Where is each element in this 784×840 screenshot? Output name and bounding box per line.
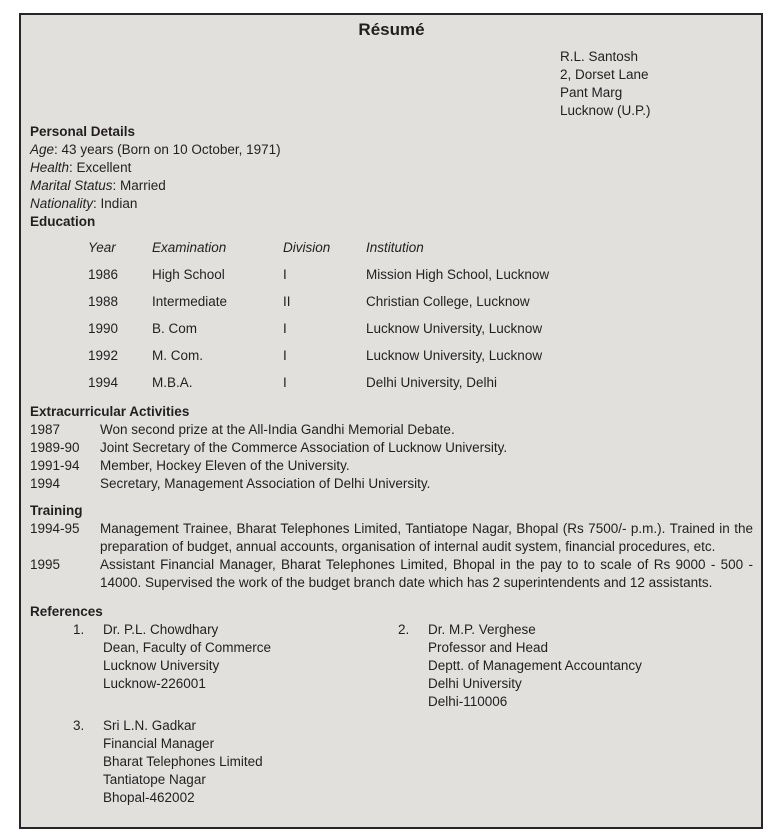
item-year: 1994-95 <box>30 521 80 536</box>
detail-separator: : <box>112 178 121 193</box>
item-text: Won second prize at the All-India Gandhi Memorial Debate. <box>100 422 455 437</box>
training-heading: Training <box>30 503 83 518</box>
item-year: 1989-90 <box>30 440 80 455</box>
table-row <box>88 347 753 374</box>
cell-division: I <box>283 321 287 336</box>
cell-division: I <box>283 375 287 390</box>
education-table <box>88 239 753 401</box>
references-heading: References <box>30 604 103 619</box>
address-line: R.L. Santosh <box>560 49 639 64</box>
column-header-year: Year <box>88 240 116 255</box>
cell-year: 1988 <box>88 294 119 309</box>
reference-line: Deptt. of Management Accountancy <box>428 658 642 673</box>
reference-line: Financial Manager <box>103 736 215 751</box>
cell-year: 1986 <box>88 267 119 282</box>
reference-line: Dean, Faculty of Commerce <box>103 640 272 655</box>
detail-label: Marital Status <box>30 178 113 193</box>
reference-number: 1. <box>73 622 85 637</box>
training-item <box>30 556 753 592</box>
detail-value: Married <box>120 178 166 193</box>
table-row <box>88 293 753 320</box>
address-line: Pant Marg <box>560 85 623 100</box>
personal-detail-item <box>30 141 753 159</box>
personal-detail-item <box>30 177 753 195</box>
training-item <box>30 520 753 556</box>
detail-label: Health <box>30 160 70 175</box>
item-year: 1994 <box>30 476 61 491</box>
reference-number: 2. <box>398 622 410 637</box>
item-year: 1987 <box>30 422 61 437</box>
item-text: Assistant Financial Manager, Bharat Telephones Limited, Bhopal in the pay to to scale of Rs 9000 - 500 - 14000. Supervised the work of the budget branch date which has 2 superintendents and 12 assistants. <box>100 557 753 590</box>
cell-institution: Christian College, Lucknow <box>366 294 530 309</box>
item-text: Secretary, Management Association of Delhi University. <box>100 476 431 491</box>
cell-examination: M. Com. <box>152 348 204 363</box>
reference-line: Delhi University <box>428 676 522 691</box>
reference-item <box>73 621 398 711</box>
cell-division: I <box>283 267 287 282</box>
item-text: Joint Secretary of the Commerce Association of Lucknow University. <box>100 440 508 455</box>
item-year: 1991-94 <box>30 458 80 473</box>
resume-sheet <box>19 13 763 829</box>
reference-line: Bharat Telephones Limited <box>103 754 263 769</box>
cell-division: II <box>283 294 291 309</box>
table-row <box>88 374 753 401</box>
cell-year: 1990 <box>88 321 119 336</box>
reference-line: Sri L.N. Gadkar <box>103 718 197 733</box>
detail-value: 43 years (Born on 10 October, 1971) <box>61 142 281 157</box>
education-heading: Education <box>30 214 96 229</box>
table-row <box>88 320 753 347</box>
detail-value: Indian <box>100 196 138 211</box>
reference-number: 3. <box>73 718 85 733</box>
column-header-division: Division <box>283 240 331 255</box>
reference-line: Delhi-110006 <box>428 694 508 709</box>
detail-label: Nationality <box>30 196 94 211</box>
personal-detail-item <box>30 159 753 177</box>
reference-item <box>73 717 398 807</box>
address-line: 2, Dorset Lane <box>560 67 649 82</box>
extracurricular-item <box>30 439 753 457</box>
cell-examination: High School <box>152 267 225 282</box>
cell-examination: B. Com <box>152 321 198 336</box>
reference-line: Bhopal-462002 <box>103 790 195 805</box>
cell-year: 1994 <box>88 375 119 390</box>
cell-examination: M.B.A. <box>152 375 193 390</box>
reference-line: Tantiatope Nagar <box>103 772 206 787</box>
detail-separator: : <box>69 160 77 175</box>
cell-institution: Lucknow University, Lucknow <box>366 348 543 363</box>
reference-item <box>398 621 753 711</box>
extracurricular-item <box>30 421 753 439</box>
address-block <box>560 48 753 120</box>
cell-institution: Delhi University, Delhi <box>366 375 498 390</box>
detail-separator: : <box>93 196 101 211</box>
extracurricular-heading: Extracurricular Activities <box>30 404 190 419</box>
column-header-examination: Examination <box>152 240 227 255</box>
item-text: Management Trainee, Bharat Telephones Limited, Tantiatope Nagar, Bhopal (Rs 7500/- p.m.). Trained in the preparation of budget, annual accounts, organisation of internal audit system, financial procedures, etc. <box>100 521 753 554</box>
education-header-row <box>88 239 753 266</box>
personal-details-heading: Personal Details <box>30 124 136 139</box>
cell-institution: Lucknow University, Lucknow <box>366 321 543 336</box>
reference-line: Dr. P.L. Chowdhary <box>103 622 219 637</box>
reference-line: Dr. M.P. Verghese <box>428 622 536 637</box>
references-list <box>73 621 753 807</box>
address-line: Lucknow (U.P.) <box>560 103 651 118</box>
cell-division: I <box>283 348 287 363</box>
item-text: Member, Hockey Eleven of the University. <box>100 458 350 473</box>
detail-separator: : <box>54 142 62 157</box>
cell-examination: Intermediate <box>152 294 228 309</box>
cell-institution: Mission High School, Lucknow <box>366 267 550 282</box>
reference-line: Lucknow University <box>103 658 220 673</box>
table-row <box>88 266 753 293</box>
detail-value: Excellent <box>76 160 132 175</box>
reference-line: Lucknow-226001 <box>103 676 206 691</box>
extracurricular-item <box>30 475 753 493</box>
item-year: 1995 <box>30 557 61 572</box>
column-header-institution: Institution <box>366 240 424 255</box>
detail-label: Age <box>30 142 55 157</box>
page-title: Résumé <box>358 20 425 39</box>
cell-year: 1992 <box>88 348 119 363</box>
personal-detail-item <box>30 195 753 213</box>
reference-line: Professor and Head <box>428 640 549 655</box>
extracurricular-item <box>30 457 753 475</box>
